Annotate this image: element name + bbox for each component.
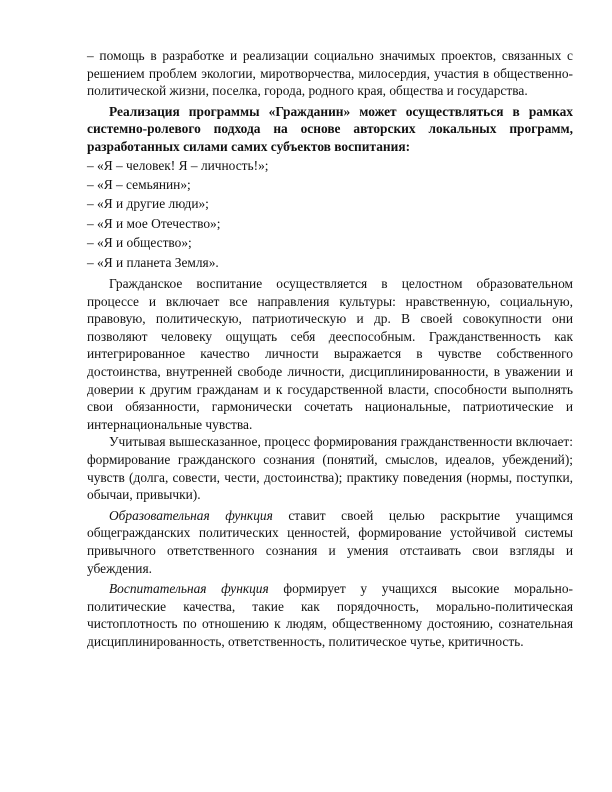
program-list-item: – «Я – семьянин»; [87, 176, 191, 192]
program-list-item: – «Я и общество»; [87, 235, 192, 251]
paragraph-civic-education: Гражданское воспитание осуществляется в целостном образовательном процессе и включает все направления культуры: нравственную, социальную, правовую, политическую, патриотическую и др. В своей совокупности они позволяют человеку ощущать себя дееспособным. Гражданственность как интегрированное качество личности выражается в чувстве собственного достоинства, внутренней свободе личности, дисциплинированности, в уважении и доверии к другим гражданам и к государственной власти, способности выполнять свои обязанности, гармонически сочетать национальные, патриотические и интернациональные чувства. [87, 276, 573, 432]
program-list-item: – «Я и планета Земля». [87, 254, 219, 270]
upbringing-function-term: Воспитательная функция [109, 581, 269, 597]
paragraph-process: Учитывая вышесказанное, процесс формирования гражданственности включает: формирование гражданского сознания (понятий, смыслов, идеалов, убеждений); чувств (долга, совести, чести, достоинства); практику поведения (нормы, поступки, обычаи, привычки). [87, 434, 573, 503]
educational-function-term: Образовательная функция [109, 507, 273, 523]
program-list [87, 156, 573, 272]
educational-function-text: ставит своей целью раскрытие учащимся общегражданских политических ценностей, формирование устойчивой системы привычного ответственного сознания и умения отстаивать свои взгляды и убеждения. [87, 507, 573, 576]
paragraph-educational-function [87, 507, 573, 577]
paragraph-intro: – помощь в разработке и реализации социально значимых проектов, связанных с решением проблем экологии, миротворчества, милосердия, участия в общественно-политической жизни, поселка, города, родного края, общества и государства. [87, 48, 573, 99]
paragraph-program: Реализация программы «Гражданин» может осуществляться в рамках системно-ролевого подхода на основе авторских локальных программ, разработанных силами самих субъектов воспитания: [87, 103, 573, 154]
program-list-item: – «Я и мое Отечество»; [87, 215, 221, 231]
upbringing-function-text: формирует у учащихся высокие морально-политические качества, такие как порядочность, морально-политическая чистоплотность по отношению к людям, общественному достоянию, сознательная дисциплинированность, ответственность, политическое чутье, критичность. [87, 581, 573, 649]
program-list-item: – «Я – человек! Я – личность!»; [87, 157, 269, 173]
document-body [87, 47, 573, 650]
program-list-item: – «Я и другие люди»; [87, 196, 209, 212]
paragraph-upbringing-function [87, 580, 573, 650]
